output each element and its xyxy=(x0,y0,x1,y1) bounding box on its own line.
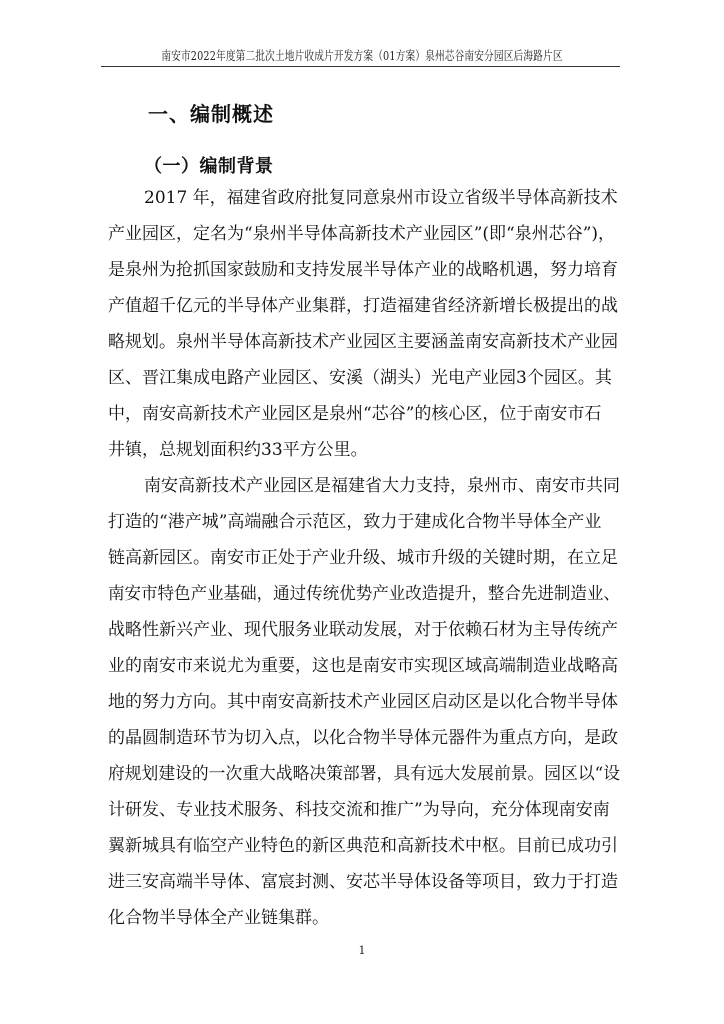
body-line xyxy=(0,828,724,864)
body-line-text: 府规划建设的一次重大战略决策部署，具有远大发展前景。园区以“设 xyxy=(108,764,621,784)
body-line-text: 战略性新兴产业、现代服务业联动发展，对于依赖石材为主导传统产 xyxy=(108,620,618,640)
subsection-heading: （一）编制背景 xyxy=(144,156,274,177)
body-line-text: 南安市特色产业基础，通过传统优势产业改造提升，整合先进制造业、 xyxy=(108,584,620,604)
body-line-text: 进三安高端半导体、富宸封测、安芯半导体设备等项目，致力于打造 xyxy=(108,872,618,892)
body-line-text: 2017 年，福建省政府批复同意泉州市设立省级半导体高新技术 xyxy=(144,188,618,208)
body-line xyxy=(0,504,724,540)
body-line xyxy=(0,612,724,648)
body-line xyxy=(0,360,724,396)
header-rule xyxy=(101,66,620,67)
body-line xyxy=(0,756,724,792)
body-line xyxy=(0,648,724,684)
page-number: 1 xyxy=(358,944,366,957)
running-header: 南安市2022年度第二批次土地片收成片开发方案（01方案）泉州芯谷南安分园区后海路片区 xyxy=(161,48,563,63)
body-line xyxy=(0,396,724,432)
body-line xyxy=(0,432,724,468)
body-line xyxy=(0,468,724,504)
body-line-text: 南安高新技术产业园区是福建省大力支持，泉州市、南安市共同 xyxy=(144,476,620,496)
body-line xyxy=(0,684,724,720)
body-line-text: 产值超千亿元的半导体产业集群，打造福建省经济新增长极提出的战 xyxy=(108,296,618,316)
body-line-text: 打造的“港产城”高端融合示范区，致力于建成化合物半导体全产业 xyxy=(108,512,602,532)
body-line xyxy=(0,324,724,360)
body-line-text: 计研发、专业技术服务、科技交流和推广”为导向，充分体现南安南 xyxy=(108,800,610,820)
body-line-text: 翼新城具有临空产业特色的新区典范和高新技术中枢。目前已成功引 xyxy=(108,836,618,856)
body-line xyxy=(0,180,724,216)
body-line xyxy=(0,252,724,288)
body-line-text: 略规划。泉州半导体高新技术产业园区主要涵盖南安高新技术产业园 xyxy=(108,332,618,352)
body-line-text: 产业园区，定名为“泉州半导体高新技术产业园区”(即“泉州芯谷”)， xyxy=(108,224,616,244)
body-line-text: 业的南安市来说尤为重要，这也是南安市实现区域高端制造业战略高 xyxy=(108,656,618,676)
body-line xyxy=(0,540,724,576)
body-line xyxy=(0,216,724,252)
section-heading: 一、编制概述 xyxy=(148,102,274,126)
body-line-text: 中，南安高新技术产业园区是泉州“芯谷”的核心区，位于南安市石 xyxy=(108,404,602,424)
body-line-text: 区、晋江集成电路产业园区、安溪（湖头）光电产业园3个园区。其 xyxy=(108,368,612,388)
body-line xyxy=(0,720,724,756)
body-line-text: 是泉州为抢抓国家鼓励和支持发展半导体产业的战略机遇，努力培育 xyxy=(108,260,618,280)
body-line-text: 化合物半导体全产业链集群。 xyxy=(108,908,329,928)
body-line xyxy=(0,900,724,936)
body-line xyxy=(0,288,724,324)
body-line xyxy=(0,864,724,900)
body-line-text: 井镇，总规划面积约33平方公里。 xyxy=(108,440,368,460)
body-line-text: 链高新园区。南安市正处于产业升级、城市升级的关键时期，在立足 xyxy=(108,548,618,568)
body-line xyxy=(0,792,724,828)
body-line xyxy=(0,576,724,612)
body-line-text: 地的努力方向。其中南安高新技术产业园区启动区是以化合物半导体 xyxy=(108,692,618,712)
body-line-text: 的晶圆制造环节为切入点，以化合物半导体元器件为重点方向，是政 xyxy=(108,728,618,748)
